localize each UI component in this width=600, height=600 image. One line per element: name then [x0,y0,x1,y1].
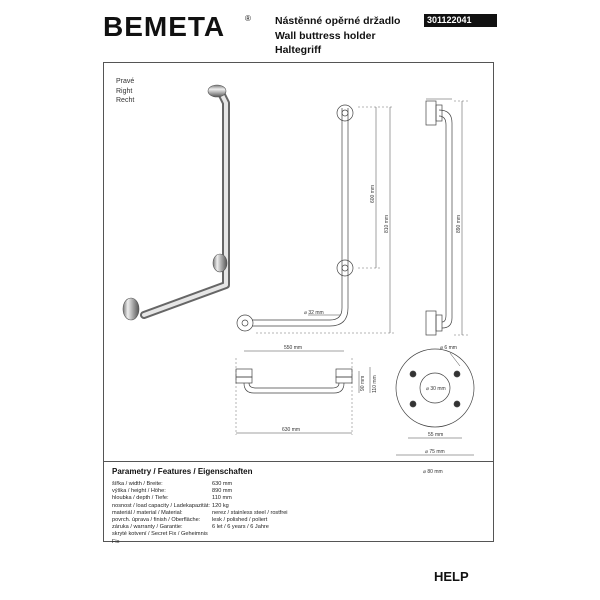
dim-d6: ⌀ 6 mm [440,345,457,351]
title-de: Haltegriff [275,44,322,56]
param-row: povrch. úprava / finish / Oberfläche: lesk / polished / poliert [112,517,268,524]
dim-d30: ⌀ 30 mm [426,386,446,392]
product-titles [275,14,400,58]
param-row: šířka / width / Breite: 630 mm [112,481,233,487]
title-en: Wall buttress holder [275,29,376,42]
dim-890: 890 mm [456,214,462,233]
brand-reg: ® [245,14,251,23]
help-label: HELP [434,569,469,584]
dim-550: 550 mm [284,345,303,351]
dim-d32: ⌀ 32 mm [304,310,324,316]
param-row: záruka / warranty / Garantie: 6 let / 6 years / 6 Jahre [112,524,269,531]
param-row: hloubka / depth / Tiefe: 110 mm [112,495,232,502]
params-table [112,481,362,546]
title-cz: Nástěnné opěrné držadlo [275,15,401,27]
dim-110: 110 mm [372,375,378,393]
bemeta-logo [103,12,253,40]
dim-d75: ⌀ 75 mm [425,449,445,455]
params-heading: Parametry / Features / Eigenschaften [112,467,253,476]
product-code: 301122041 [424,14,497,27]
rosette-outer-dim [103,62,494,482]
param-row: materiál / material / Material: nerez / stainless steel / rostfrei [112,509,288,516]
param-row: skryté kotvení / Secret Fix / Geheimnis Fix [112,531,208,545]
dim-630: 630 mm [282,427,301,433]
param-row: výška / height / Höhe: 890 mm [112,488,233,495]
param-row: nosnost / load capacity / Ladekapazität: 120 kg [112,502,229,509]
orientation-en: Right [116,87,133,95]
dim-810: 810 mm [384,214,390,233]
brand-name: BEMETA [103,12,226,40]
orientation-de: Recht [116,97,135,104]
dim-55: 55 mm [428,432,444,438]
orientation-cz: Pravé [116,78,135,85]
dim-90: 90 mm [360,375,366,391]
dim-d80: ⌀ 80 mm [423,469,443,475]
dim-600: 600 mm [370,184,376,203]
